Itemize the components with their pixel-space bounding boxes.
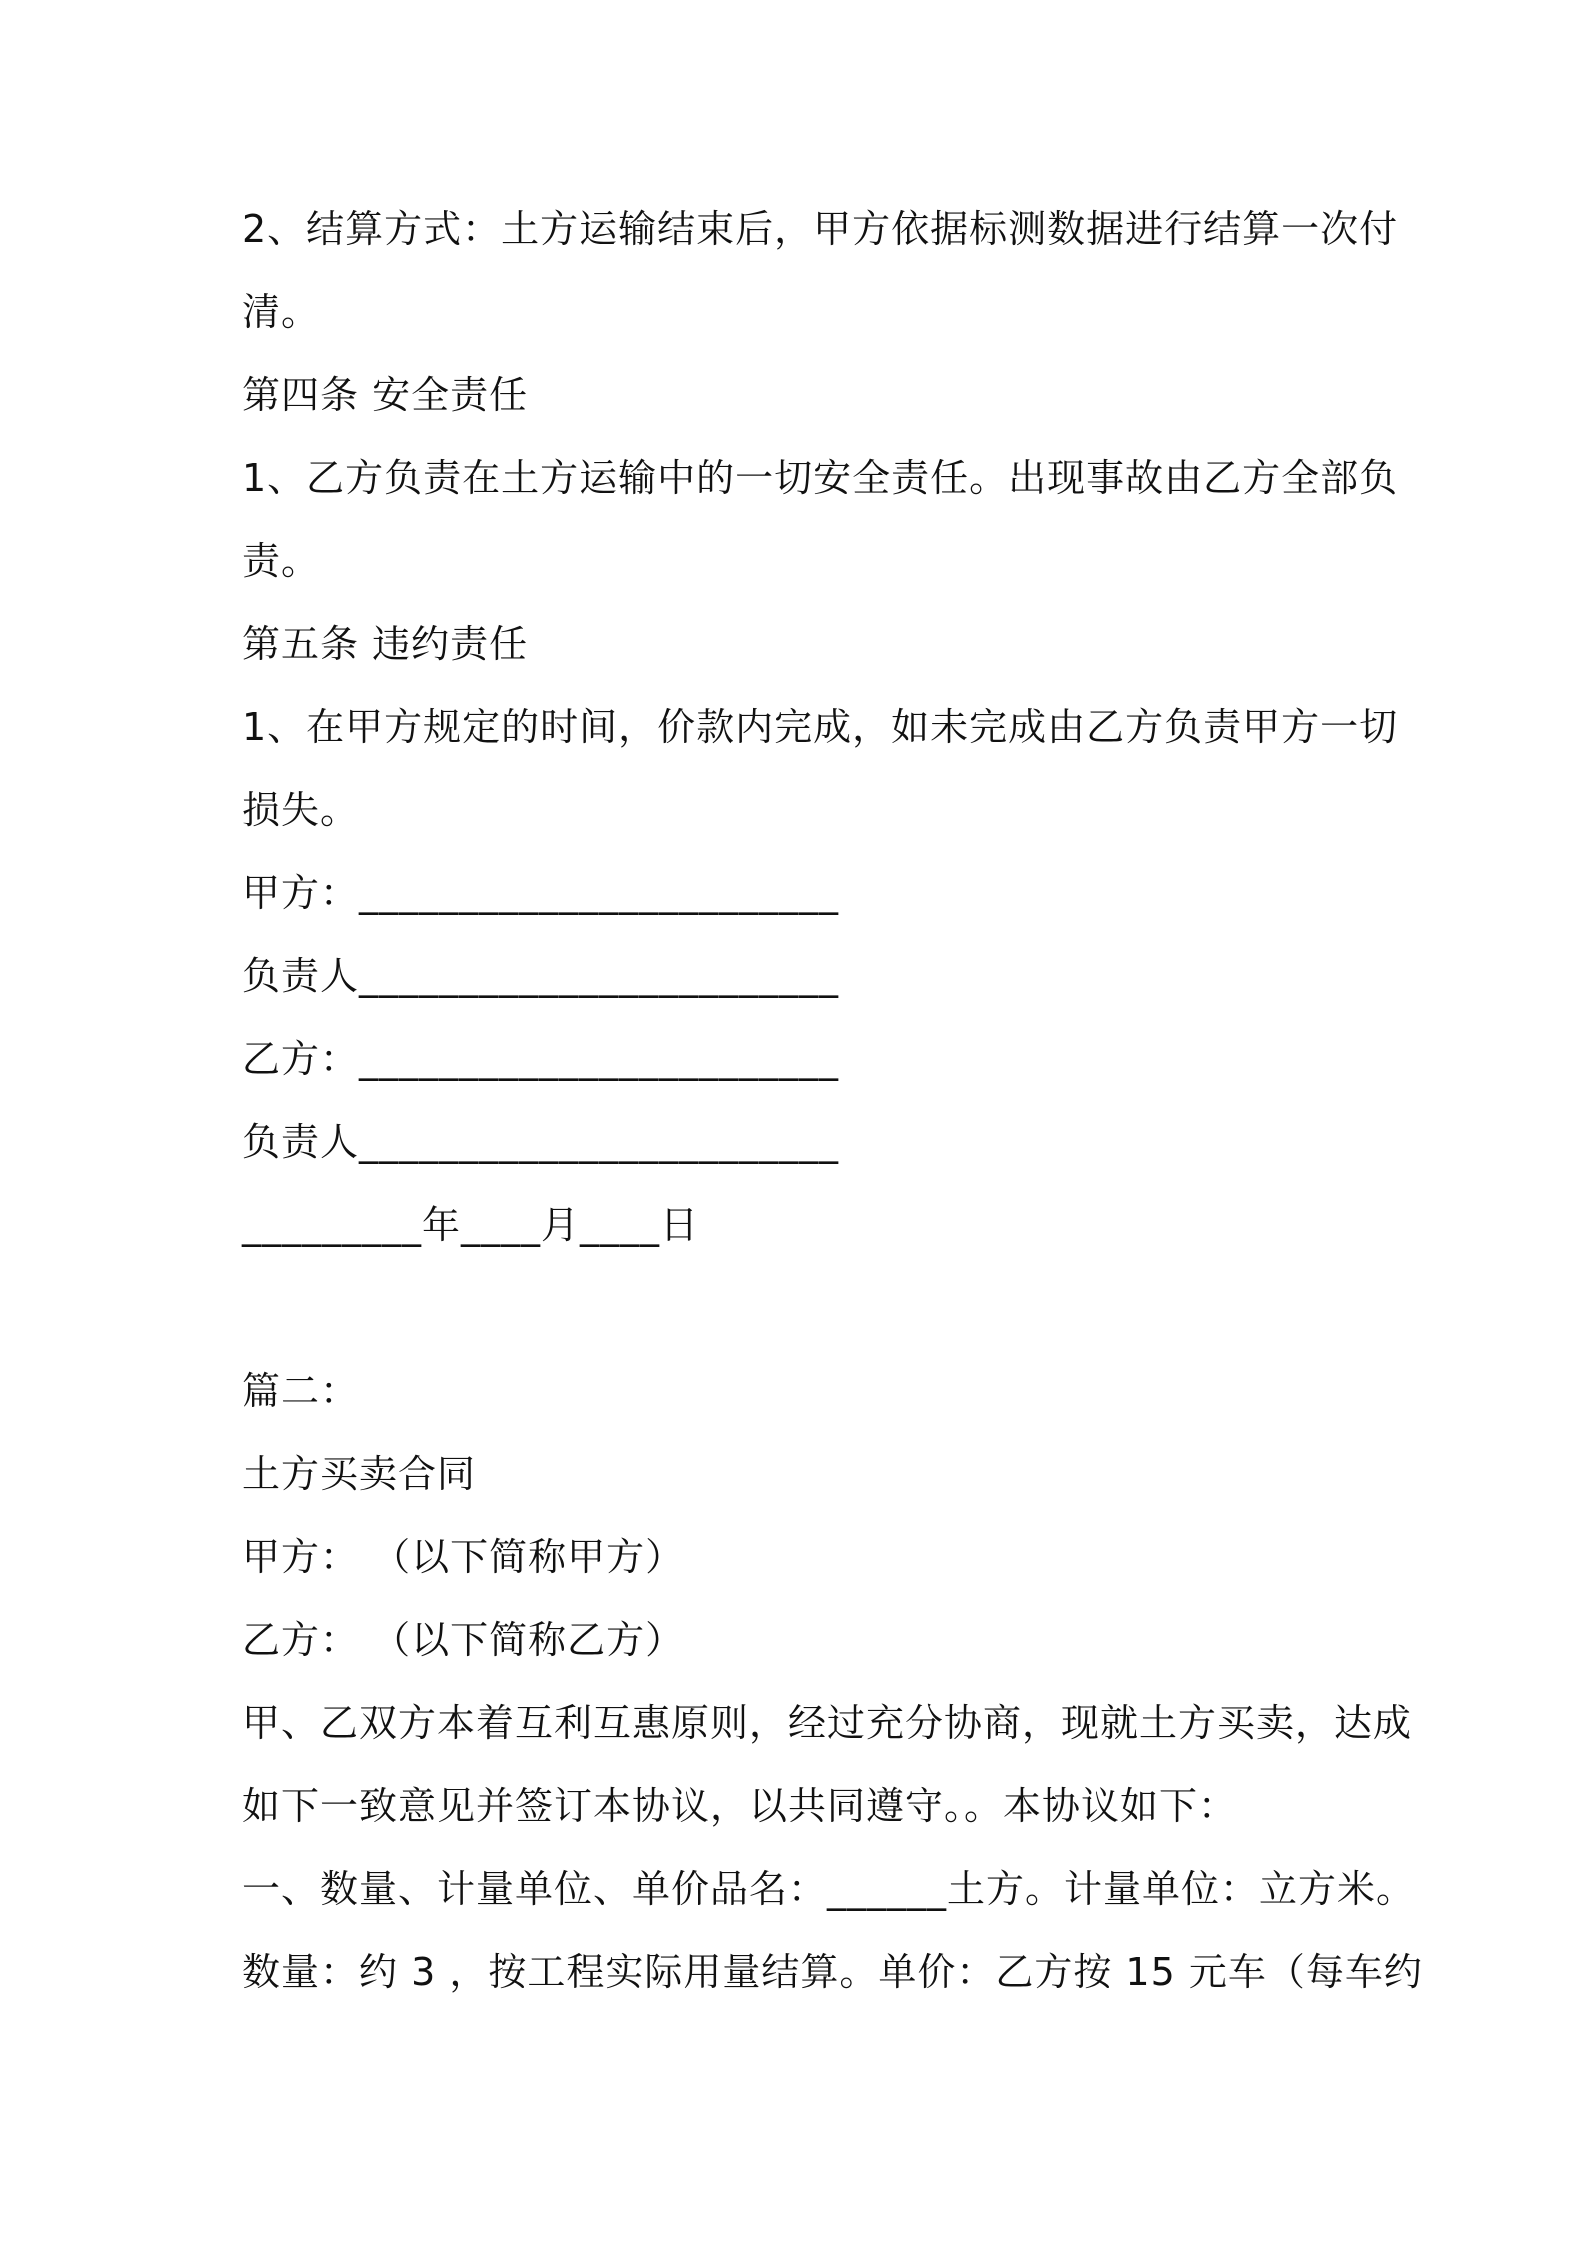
agreement-preamble: 甲、乙双方本着互利互惠原则，经过充分协商，现就土方买卖，达成	[242, 1701, 1413, 1745]
agreement-preamble-cont: 如下一致意见并签订本协议，以共同遵守。。本协议如下：	[242, 1784, 1238, 1828]
contract-title: 土方买卖合同	[242, 1452, 477, 1496]
party-b-signature-line: 乙方：________________________	[242, 1037, 840, 1081]
party-b-representative-line: 负责人________________________	[242, 1120, 840, 1164]
clause-settlement-method-cont: 清。	[242, 290, 321, 334]
clause-breach-liability: 1、在甲方规定的时间，价款内完成，如未完成由乙方负责甲方一切	[242, 705, 1399, 749]
clause-safety-responsibility-cont: 责。	[242, 539, 321, 583]
party-a-intro: 甲方： （以下简称甲方）	[242, 1535, 685, 1579]
clause-safety-responsibility: 1、乙方负责在土方运输中的一切安全责任。出现事故由乙方全部负	[242, 456, 1399, 500]
party-b-intro: 乙方： （以下简称乙方）	[242, 1618, 685, 1662]
clause-quantity-unit-price: 一、数量、计量单位、单价品名：______土方。计量单位：立方米。	[242, 1867, 1416, 1911]
section-two-heading: 篇二：	[242, 1369, 360, 1413]
clause-quantity-unit-price-cont: 数量：约 3 ，按工程实际用量结算。单价：乙方按 15 元车（每车约	[242, 1950, 1423, 1994]
date-line: _________年____月____日	[242, 1203, 700, 1247]
article-5-heading: 第五条 违约责任	[242, 622, 529, 666]
clause-settlement-method: 2、结算方式：土方运输结束后，甲方依据标测数据进行结算一次付	[242, 207, 1399, 251]
party-a-representative-line: 负责人________________________	[242, 954, 840, 998]
clause-breach-liability-cont: 损失。	[242, 788, 360, 832]
party-a-signature-line: 甲方：________________________	[242, 871, 840, 915]
article-4-heading: 第四条 安全责任	[242, 373, 529, 417]
